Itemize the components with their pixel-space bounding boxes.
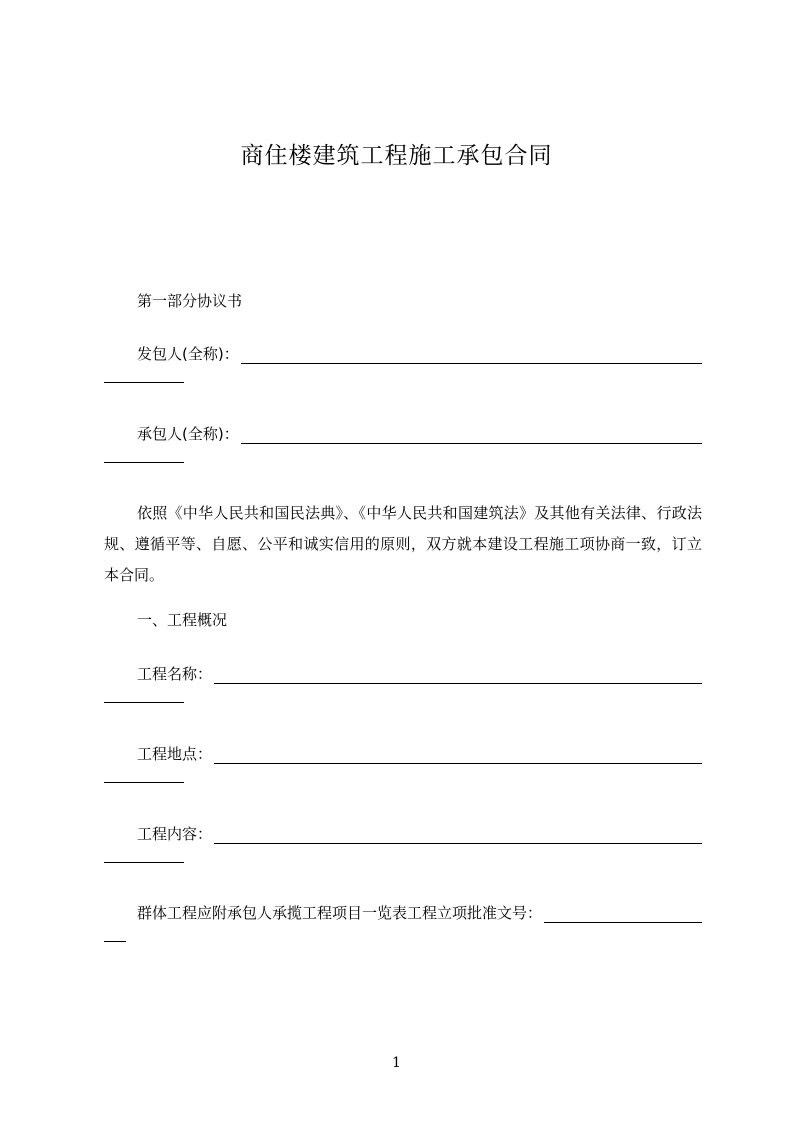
project-location-field xyxy=(104,739,702,783)
project-location-label: 工程地点： xyxy=(137,745,213,763)
group-project-field xyxy=(104,898,702,942)
group-project-label: 群体工程应附承包人承揽工程项目一览表工程立项批准文号： xyxy=(137,904,543,922)
project-location-blank-continuation xyxy=(104,772,184,783)
employer-blank-continuation xyxy=(104,372,184,383)
intro-paragraph: 依照《中华人民共和国民法典》、《中华人民共和国建筑法》及其他有关法律、行政法规、遵循平等、自愿、公平和诚实信用的原则，双方就本建设工程施工项协商一致，订立本合同。 xyxy=(104,504,702,584)
project-content-field xyxy=(104,819,702,863)
project-name-label: 工程名称： xyxy=(137,665,213,683)
project-content-blank xyxy=(214,821,702,844)
page-number: 1 xyxy=(392,1055,401,1071)
employer-blank xyxy=(241,341,702,364)
project-name-blank-continuation xyxy=(104,692,184,703)
contractor-field xyxy=(104,419,702,463)
section-one-heading: 一、工程概况 xyxy=(137,611,228,629)
part-heading: 第一部分协议书 xyxy=(137,292,243,310)
employer-label: 发包人(全称)： xyxy=(137,345,239,363)
project-content-blank-continuation xyxy=(104,852,184,863)
contractor-blank xyxy=(241,421,702,444)
contractor-label: 承包人(全称)： xyxy=(137,425,239,443)
project-name-blank xyxy=(214,661,702,684)
employer-field xyxy=(104,339,702,383)
project-content-label: 工程内容： xyxy=(137,825,213,843)
group-project-blank xyxy=(544,900,702,923)
group-project-blank-continuation xyxy=(104,931,126,942)
project-name-field xyxy=(104,659,702,703)
contractor-blank-continuation xyxy=(104,452,184,463)
project-location-blank xyxy=(214,741,702,764)
document-title: 商住楼建筑工程施工承包合同 xyxy=(240,143,553,169)
